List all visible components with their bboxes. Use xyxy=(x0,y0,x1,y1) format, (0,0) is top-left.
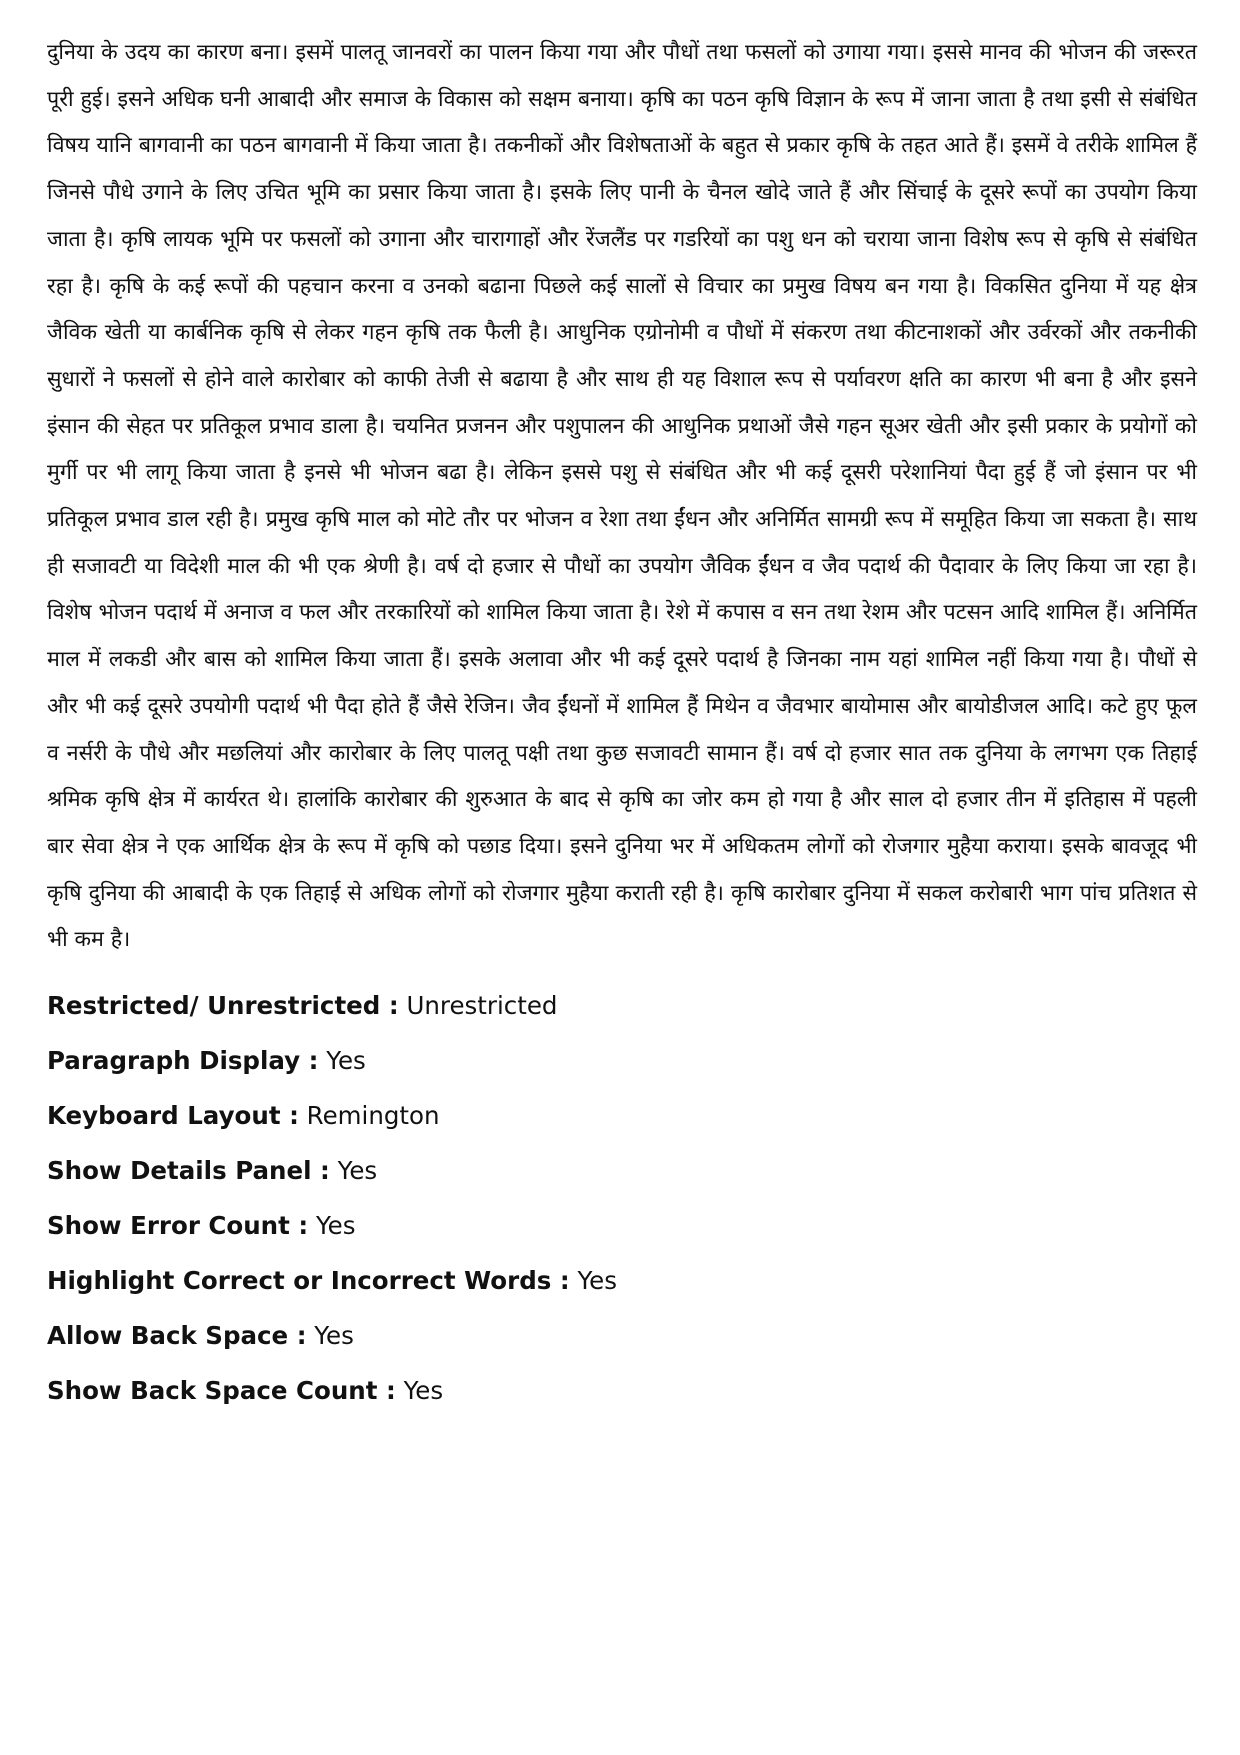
setting-label: Show Back Space Count : xyxy=(47,1376,396,1406)
typing-passage: दुनिया के उदय का कारण बना। इसमें पालतू जानवरों का पालन किया गया और पौधों तथा फसलों को उगाया गया। इससे मानव की भोजन की जरूरत पूरी हुई। इसने अधिक घनी आबादी और समाज के विकास को सक्षम बनाया। कृषि का पठन कृषि विज्ञान के रूप में जाना जाता है तथा इसी से संबंधित विषय यानि बागवानी का पठन बागवानी में किया जाता है। तकनीकों और विशेषताओं के बहुत से प्रकार कृषि के तहत आते हैं। इसमें वे तरीके शामिल हैं जिनसे पौधे उगाने के लिए उचित भूमि का प्रसार किया जाता है। इसके लिए पानी के चैनल खोदे जाते हैं और सिंचाई के दूसरे रूपों का उपयोग किया जाता है। कृषि लायक भूमि पर फसलों को उगाना और चारागाहों और रेंजलैंड पर गडरियों का पशु धन को चराया जाना विशेष रूप से कृषि से संबंधित रहा है। कृषि के कई रूपों की पहचान करना व उनको बढाना पिछले कई सालों से विचार का प्रमुख विषय बन गया है। विकसित दुनिया में यह क्षेत्र जैविक खेती या कार्बनिक कृषि से लेकर गहन कृषि तक फैली है। आधुनिक एग्रोनोमी व पौधों में संकरण तथा कीटनाशकों और उर्वरकों और तकनीकी सुधारों ने फसलों से होने वाले कारोबार को काफी तेजी से बढाया है और साथ ही यह विशाल रूप से पर्यावरण क्षति का कारण भी बना है और इसने इंसान की सेहत पर प्रतिकूल प्रभाव डाला है। चयनित प्रजनन और पशुपालन की आधुनिक प्रथाओं जैसे गहन सूअर खेती और इसी प्रकार के प्रयोगों को मुर्गी पर भी लागू किया जाता है इनसे भी भोजन बढा है। लेकिन इससे पशु से संबंधित और भी कई दूसरी परेशानियां पैदा हुई हैं जो इंसान पर भी प्रतिकूल प्रभाव डाल रही है। प्रमुख कृषि माल को मोटे तौर पर भोजन व रेशा तथा ईंधन और अनिर्मित सामग्री रूप में समूहित किया जा सकता है। साथ ही सजावटी या विदेशी माल की भी एक श्रेणी है। वर्ष दो हजार से पौधों का उपयोग जैविक ईंधन व जैव पदार्थ की पैदावार के लिए किया जा रहा है। विशेष भोजन पदार्थ में अनाज व फल और तरकारियों को शामिल किया जाता है। रेशे में कपास व सन तथा रेशम और पटसन आदि शामिल हैं। अनिर्मित माल में लकडी और बास को शामिल किया जाता हैं। इसके अलावा और भी कई दूसरे पदार्थ है जिनका नाम यहां शामिल नहीं किया गया है। पौधों से और भी कई दूसरे उपयोगी पदार्थ भी पैदा होते हैं जैसे रेजिन। जैव ईंधनों में शामिल हैं मिथेन व जैवभार बायोमास और बायोडीजल आदि। कटे हुए फूल व नर्सरी के पौधे और मछलियां और कारोबार के लिए पालतू पक्षी तथा कुछ सजावटी सामान हैं। वर्ष दो हजार सात तक दुनिया के लगभग एक तिहाई श्रमिक कृषि क्षेत्र में कार्यरत थे। हालांकि कारोबार की शुरुआत के बाद से कृषि का जोर कम हो गया है और साल दो हजार तीन में इतिहास में पहली बार सेवा क्षेत्र ने एक आर्थिक क्षेत्र के रूप में कृषि को पछाड दिया। इसने दुनिया भर में अधिकतम लोगों को रोजगार मुहैया कराया। इसके बावजूद भी कृषि दुनिया की आबादी के एक तिहाई से अधिक लोगों को रोजगार मुहैया कराती रही है। कृषि कारोबार दुनिया में सकल करोबारी भाग पांच प्रतिशत से भी कम है। xyxy=(47,40,1197,953)
setting-show-error-count xyxy=(47,1198,1197,1253)
setting-show-back-space-count xyxy=(47,1363,1197,1418)
setting-label: Show Details Panel : xyxy=(47,1156,330,1186)
setting-allow-back-space xyxy=(47,1308,1197,1363)
setting-show-details-panel xyxy=(47,1143,1197,1198)
setting-restricted xyxy=(47,978,1197,1033)
setting-value: Remington xyxy=(306,1101,440,1131)
setting-label: Show Error Count : xyxy=(47,1211,309,1241)
setting-label: Paragraph Display : xyxy=(47,1046,319,1076)
setting-label: Allow Back Space : xyxy=(47,1321,307,1351)
setting-value: Unrestricted xyxy=(406,991,558,1021)
setting-label: Highlight Correct or Incorrect Words : xyxy=(47,1266,570,1296)
setting-label: Restricted/ Unrestricted : xyxy=(47,991,399,1021)
setting-value: Yes xyxy=(337,1156,378,1186)
setting-highlight-words xyxy=(47,1253,1197,1308)
setting-label: Keyboard Layout : xyxy=(47,1101,299,1131)
setting-value: Yes xyxy=(326,1046,366,1076)
setting-keyboard-layout xyxy=(47,1088,1197,1143)
document-page xyxy=(47,30,1197,1418)
setting-value: Yes xyxy=(577,1266,618,1296)
setting-value: Yes xyxy=(315,1211,356,1241)
setting-value: Yes xyxy=(403,1376,444,1406)
setting-value: Yes xyxy=(314,1321,354,1351)
test-settings-list xyxy=(47,978,1197,1418)
setting-paragraph-display xyxy=(47,1033,1197,1088)
